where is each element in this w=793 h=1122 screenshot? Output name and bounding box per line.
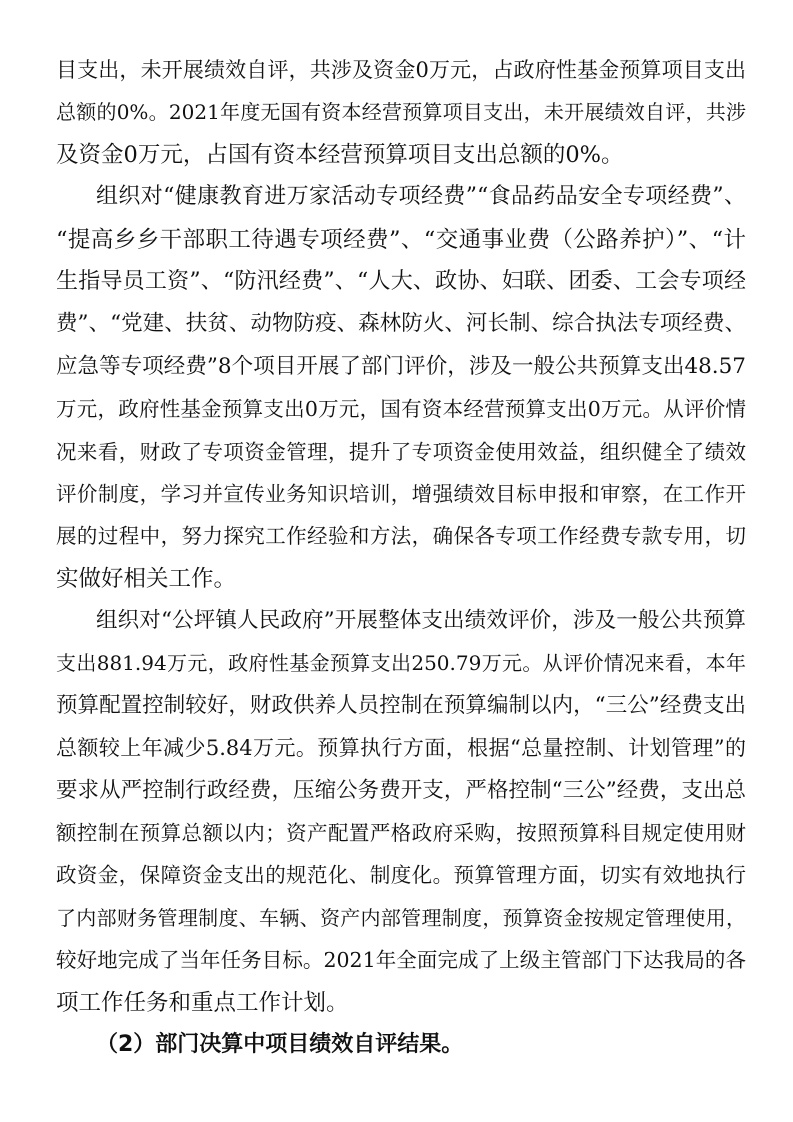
paragraph-2-line-6: 万元，政府性基金预算支出0万元，国有资本经营预算支出0万元。从评价情 <box>56 397 746 422</box>
paragraph-3-line-10: 项工作任务和重点工作计划。 <box>56 989 349 1016</box>
paragraph-1-line-2: 总额的0%。2021年度无国有资本经营预算项目支出，未开展绩效自评，共涉 <box>56 100 746 125</box>
section-heading: （2）部门决算中项目绩效自评结果。 <box>96 1032 464 1057</box>
paragraph-3-line-8: 了内部财务管理制度、车辆、资产内部管理制度，预算资金按规定管理使用， <box>56 905 746 930</box>
paragraph-2-line-4: 费”、“党建、扶贫、动物防疫、森林防火、河长制、综合执法专项经费、 <box>56 311 746 337</box>
paragraph-3-line-6: 额控制在预算总额以内；资产配置严格政府采购，按照预算科目规定使用财 <box>56 821 746 846</box>
paragraph-1-line-3: 及资金0万元，占国有资本经营预算项目支出总额的0%。 <box>56 141 624 168</box>
paragraph-3-line-2: 支出881.94万元，政府性基金预算支出250.79万元。从评价情况来看，本年 <box>56 651 746 676</box>
paragraph-3-line-3: 预算配置控制较好，财政供养人员控制在预算编制以内，“三公”经费支出 <box>56 692 746 718</box>
paragraph-2-line-7: 况来看，财政了专项资金管理，提升了专项资金使用效益，组织健全了绩效 <box>56 439 746 464</box>
paragraph-2-line-9: 展的过程中，努力探究工作经验和方法，确保各专项工作经费专款专用，切 <box>56 524 746 549</box>
paragraph-3-line-9: 较好地完成了当年任务目标。2021年全面完成了上级主管部门下达我局的各 <box>56 948 746 973</box>
paragraph-2-line-3: 生指导员工资”、“防汛经费”、“人大、政协、妇联、团委、工会专项经 <box>56 268 746 294</box>
paragraph-2-line-8: 评价制度，学习并宣传业务知识培训，增强绩效目标申报和审察，在工作开 <box>56 481 746 506</box>
paragraph-2-line-2: “提高乡乡干部职工待遇专项经费”、“交通事业费（公路养护）”、“计 <box>56 226 746 253</box>
paragraph-3-line-1: 组织对“公坪镇人民政府”开展整体支出绩效评价，涉及一般公共预算 <box>96 608 746 634</box>
paragraph-3-line-4: 总额较上年减少5.84万元。预算执行方面，根据“总量控制、计划管理”的 <box>56 736 746 761</box>
paragraph-2-line-5: 应急等专项经费”8个项目开展了部门评价，涉及一般公共预算支出48.57 <box>56 353 746 379</box>
paragraph-3-line-5: 要求从严控制行政经费，压缩公务费开支，严格控制“三公”经费，支出总 <box>56 777 746 803</box>
paragraph-1-line-1: 目支出，未开展绩效自评，共涉及资金0万元，占政府性基金预算项目支出 <box>56 58 746 82</box>
paragraph-2-line-10: 实做好相关工作。 <box>56 565 237 592</box>
paragraph-3-line-7: 政资金，保障资金支出的规范化、制度化。预算管理方面，切实有效地执行 <box>56 863 746 888</box>
paragraph-2-line-1: 组织对“健康教育进万家活动专项经费”“食品药品安全专项经费”、 <box>96 184 746 210</box>
